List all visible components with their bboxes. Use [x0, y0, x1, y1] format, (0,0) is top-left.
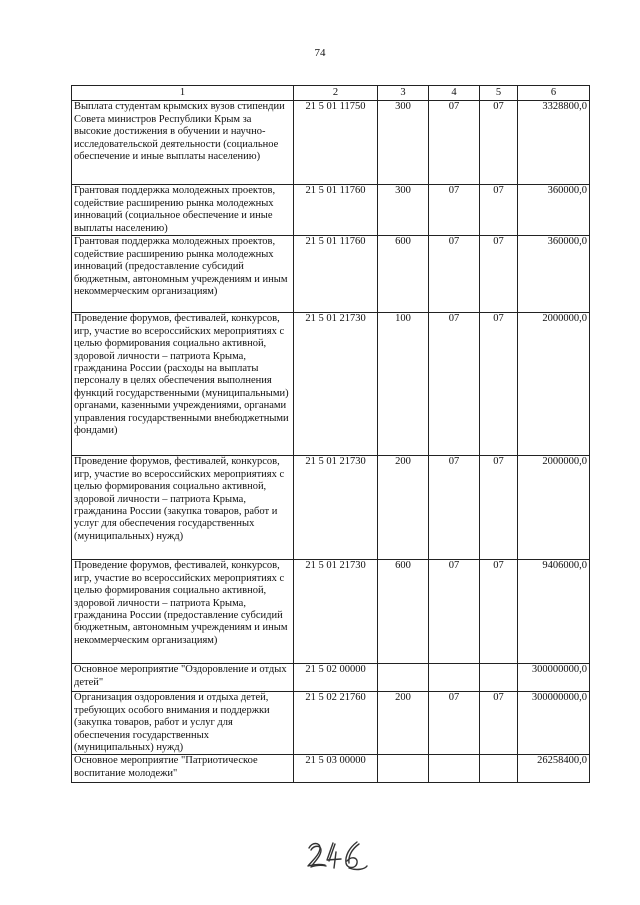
- row-pr: [480, 755, 518, 783]
- row-vr: 600: [378, 560, 429, 664]
- row-rz: [429, 664, 480, 692]
- table-row: [72, 101, 590, 185]
- table-row: [72, 236, 590, 313]
- table-row: [72, 185, 590, 236]
- row-amount: 9406000,0: [518, 560, 590, 664]
- header-row: [72, 86, 590, 101]
- row-amount: 300000000,0: [518, 664, 590, 692]
- row-code: 21 5 01 11760: [294, 236, 378, 313]
- row-amount: 2000000,0: [518, 313, 590, 456]
- header-cell-3: 3: [378, 86, 429, 101]
- row-code: 21 5 01 21730: [294, 456, 378, 560]
- row-rz: 07: [429, 101, 480, 185]
- table-row: [72, 755, 590, 783]
- row-amount: 360000,0: [518, 236, 590, 313]
- row-rz: 07: [429, 560, 480, 664]
- row-pr: [480, 664, 518, 692]
- row-vr: 300: [378, 185, 429, 236]
- row-amount: 26258400,0: [518, 755, 590, 783]
- row-amount: 360000,0: [518, 185, 590, 236]
- row-code: 21 5 03 00000: [294, 755, 378, 783]
- handwritten-page-signature: [305, 838, 369, 877]
- row-pr: 07: [480, 692, 518, 755]
- row-pr: 07: [480, 101, 518, 185]
- row-pr: 07: [480, 560, 518, 664]
- row-code: 21 5 01 21730: [294, 560, 378, 664]
- row-vr: 200: [378, 692, 429, 755]
- budget-table: [71, 85, 590, 783]
- row-name: Организация оздоровления и отдыха детей, требующих особого внимания и поддержки (закупка товаров, работ и услуг для обеспечения государственных (муниципальных) нужд): [72, 692, 294, 755]
- handwritten-246-icon: [305, 838, 369, 872]
- row-pr: 07: [480, 456, 518, 560]
- row-vr: 600: [378, 236, 429, 313]
- row-vr: [378, 755, 429, 783]
- header-cell-5: 5: [480, 86, 518, 101]
- row-vr: 100: [378, 313, 429, 456]
- row-name: Основное мероприятие "Патриотическое воспитание молодежи": [72, 755, 294, 783]
- table-row: [72, 456, 590, 560]
- row-name: Выплата студентам крымских вузов стипендии Совета министров Республики Крым за высокие достижения в обучении и научно-исследовательской деятельности (социальное обеспечение и иные выплаты населению): [72, 101, 294, 185]
- page-number: 74: [314, 47, 326, 59]
- row-rz: [429, 755, 480, 783]
- row-code: 21 5 02 21760: [294, 692, 378, 755]
- row-vr: 200: [378, 456, 429, 560]
- row-amount: 2000000,0: [518, 456, 590, 560]
- row-rz: 07: [429, 692, 480, 755]
- row-code: 21 5 02 00000: [294, 664, 378, 692]
- header-cell-2: 2: [294, 86, 378, 101]
- row-pr: 07: [480, 313, 518, 456]
- table-row: [72, 692, 590, 755]
- table-row: [72, 560, 590, 664]
- header-cell-4: 4: [429, 86, 480, 101]
- row-code: 21 5 01 21730: [294, 313, 378, 456]
- row-rz: 07: [429, 313, 480, 456]
- row-amount: 300000000,0: [518, 692, 590, 755]
- row-code: 21 5 01 11750: [294, 101, 378, 185]
- header-cell-6: 6: [518, 86, 590, 101]
- row-amount: 3328800,0: [518, 101, 590, 185]
- row-name: Проведение форумов, фестивалей, конкурсов, игр, участие во всероссийских мероприятиях с целью формирования социально активной, здоровой личности – патриота Крыма, гражданина России (предоставление субсидий бюджетным, автономным учреждениям и иным некоммерческим организациям): [72, 560, 294, 664]
- row-name: Грантовая поддержка молодежных проектов, содействие расширению рынка молодежных инноваций (предоставление субсидий бюджетным, автономным учреждениям и иным некоммерческим организациям): [72, 236, 294, 313]
- row-rz: 07: [429, 185, 480, 236]
- table-row: [72, 664, 590, 692]
- row-pr: 07: [480, 236, 518, 313]
- table-row: [72, 313, 590, 456]
- row-vr: 300: [378, 101, 429, 185]
- row-rz: 07: [429, 236, 480, 313]
- row-name: Грантовая поддержка молодежных проектов, содействие расширению рынка молодежных инноваций (социальное обеспечение и иные выплаты населению): [72, 185, 294, 236]
- row-code: 21 5 01 11760: [294, 185, 378, 236]
- row-name: Проведение форумов, фестивалей, конкурсов, игр, участие во всероссийских мероприятиях с целью формирования социально активной, здоровой личности – патриота Крыма, гражданина России (закупка товаров, работ и услуг для обеспечения государственных (муниципальных) нужд): [72, 456, 294, 560]
- row-name: Проведение форумов, фестивалей, конкурсов, игр, участие во всероссийских мероприятиях с целью формирования социально активной, здоровой личности – патриота Крыма, гражданина России (расходы на выплаты персоналу в целях обеспечения выполнения функций государственными (муниципальными) органами, казенными учреждениями, органами управления государственными внебюджетными фондами): [72, 313, 294, 456]
- row-vr: [378, 664, 429, 692]
- header-cell-1: 1: [72, 86, 294, 101]
- row-rz: 07: [429, 456, 480, 560]
- row-name: Основное мероприятие "Оздоровление и отдых детей": [72, 664, 294, 692]
- row-pr: 07: [480, 185, 518, 236]
